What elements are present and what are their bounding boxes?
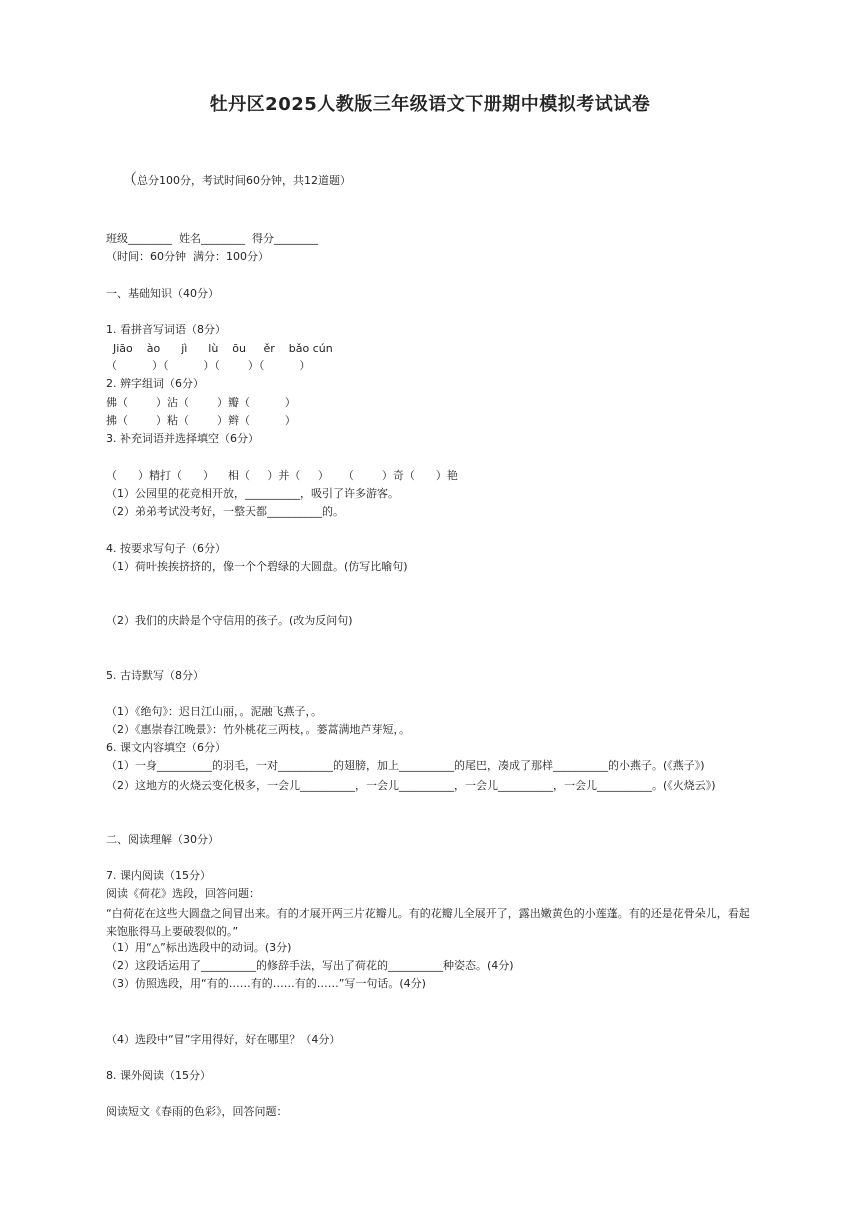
section-1: 一、基础知识（40分） bbox=[106, 287, 219, 300]
q4-2: （2）我们的庆龄是个守信用的孩子。(改为反问句) bbox=[106, 614, 353, 627]
q3: 3. 补充词语并选择填空（6分） bbox=[106, 432, 259, 445]
q6-1: （1）一身__________的羽毛，一对__________的翅膀，加上__________的尾巴，凑成了那样__________的小燕子。(《燕子》) bbox=[106, 759, 705, 772]
q7-a: （1）用“△”标出选段中的动词。(3分) bbox=[106, 941, 292, 954]
q7-d: （4）选段中“冒”字用得好，好在哪里？（4分） bbox=[106, 1033, 341, 1046]
q4: 4. 按要求写句子（6分） bbox=[106, 542, 226, 555]
page-title: 牡丹区2025人教版三年级语文下册期中模拟考试试卷 bbox=[209, 94, 651, 115]
q1-blanks: （ ）（ ）（ ）（ ） bbox=[106, 359, 311, 372]
class-line: 班级________ 姓名________ 得分________ bbox=[106, 232, 318, 245]
q3-2: （2）弟弟考试没考好，一整天都__________的。 bbox=[106, 505, 344, 518]
exam-meta-note bbox=[122, 168, 351, 189]
time-line: （时间：60分钟 满分：100分） bbox=[106, 250, 269, 263]
q3-1: （1）公园里的花竞相开放，__________，吸引了许多游客。 bbox=[106, 487, 399, 500]
q5: 5. 古诗默写（8分） bbox=[106, 669, 204, 682]
q6: 6. 课文内容填空（6分） bbox=[106, 741, 226, 754]
q7-passage: “白荷花在这些大圆盘之间冒出来。有的才展开两三片花瓣儿。有的花瓣儿全展开了，露出嫩黄色的小莲蓬。有的还是花骨朵儿，看起来饱胀得马上要破裂似的。” bbox=[106, 907, 750, 938]
meta-open-paren: （ bbox=[122, 170, 138, 188]
q7: 7. 课内阅读（15分） bbox=[106, 869, 211, 882]
section-2: 二、阅读理解（30分） bbox=[106, 833, 219, 846]
q8-intro: 阅读短文《春雨的色彩》，回答问题： bbox=[106, 1105, 288, 1118]
q6-2: （2）这地方的火烧云变化极多，一会儿__________，一会儿__________，一会儿__________，一会儿__________。(《火烧云》) bbox=[106, 779, 716, 792]
q5-1: （1）《绝句》：迟日江山丽，。泥融飞燕子，。 bbox=[106, 705, 322, 718]
q4-1: （1）荷叶挨挨挤挤的，像一个个碧绿的大圆盘。(仿写比喻句) bbox=[106, 560, 408, 573]
meta-note-text: 总分100分，考试时间60分钟，共12道题） bbox=[137, 174, 352, 187]
q2-row2: 拂（ ）粘（ ）辫（ ） bbox=[106, 414, 296, 427]
q7-c: （3）仿照选段，用“有的……有的……有的……”写一句话。(4分) bbox=[106, 977, 426, 990]
q1-pinyin: Jiāo ào jì lù ōu ěr bǎo cún bbox=[106, 342, 333, 355]
q8: 8. 课外阅读（15分） bbox=[106, 1069, 211, 1082]
q1: 1. 看拼音写词语（8分） bbox=[106, 323, 226, 336]
q7-intro: 阅读《荷花》选段，回答问题： bbox=[106, 887, 260, 900]
q2-row1: 佛（ ）沾（ ）瓣（ ） bbox=[106, 396, 296, 409]
q3-row: （ ）精打（ ） 相（ ）并（ ） （ ）奇（ ）艳 bbox=[106, 469, 458, 482]
q7-b: （2）这段话运用了__________的修辞手法，写出了荷花的__________种姿态。(4分) bbox=[106, 959, 514, 972]
q5-2: （2）《惠崇春江晚景》：竹外桃花三两枝，。蒌蒿满地芦芽短，。 bbox=[106, 723, 410, 736]
q2: 2. 辨字组词（6分） bbox=[106, 377, 204, 390]
